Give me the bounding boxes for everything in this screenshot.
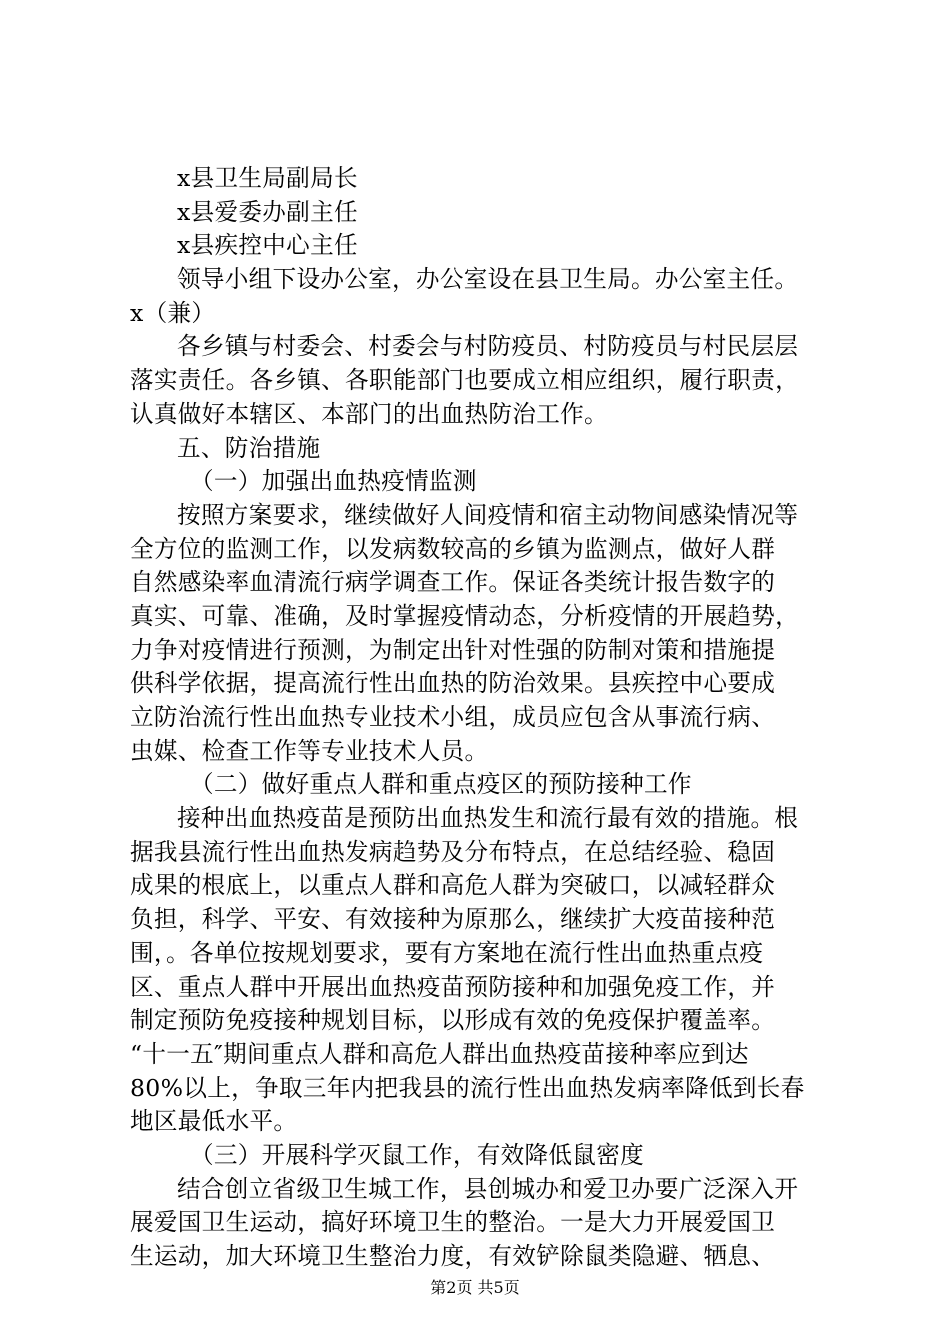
- text-line: 真实、可靠、准确，及时掌握疫情动态，分析疫情的开展趋势，: [130, 601, 800, 630]
- text-line: “十一五″期间重点人群和高危人群出血热疫苗接种率应到达: [130, 1039, 749, 1068]
- text-line: 供科学依据，提高流行性出血热的防治效果。县疾控中心要成: [130, 669, 776, 698]
- document-body: [130, 162, 830, 1274]
- text-line: 区、重点人群中开展出血热疫苗预防接种和加强免疫工作，并: [130, 972, 776, 1001]
- text-line: 各乡镇与村委会、村委会与村防疫员、村防疫员与村民层层: [177, 332, 799, 361]
- subsection-heading: （三）开展科学灭鼠工作，有效降低鼠密度: [190, 1140, 644, 1169]
- text-line: 围，。各单位按规划要求，要有方案地在流行性出血热重点疫: [130, 938, 764, 967]
- text-line: 全方位的监测工作，以发病数较高的乡镇为监测点，做好人群: [130, 534, 776, 563]
- text-line: 虫媒、检查工作等专业技术人员。: [130, 736, 489, 765]
- section-heading: 五、防治措施: [177, 433, 321, 462]
- text-line: 据我县流行性出血热发病趋势及分布特点，在总结经验、稳固: [130, 837, 776, 866]
- text-line: 地区最低水平。: [130, 1107, 298, 1136]
- text-line: 自然感染率血清流行病学调查工作。保证各类统计报告数字的: [130, 568, 776, 597]
- text-line: x县疾控中心主任: [177, 231, 358, 260]
- text-line: 力争对疫情进行预测，为制定出针对性强的防制对策和措施提: [130, 635, 776, 664]
- text-line: 接种出血热疫苗是预防出血热发生和流行最有效的措施。根: [177, 804, 799, 833]
- text-line: 领导小组下设办公室，办公室设在县卫生局。办公室主任。: [177, 265, 799, 294]
- text-line: 负担，科学、平安、有效接种为原那么，继续扩大疫苗接种范: [130, 905, 776, 934]
- text-line: 制定预防免疫接种规划目标，以形成有效的免疫保护覆盖率。: [130, 1006, 776, 1035]
- text-line: 按照方案要求，继续做好人间疫情和宿主动物间感染情况等: [177, 500, 799, 529]
- text-line: 80%以上，争取三年内把我县的流行性出血热发病率降低到长春: [130, 1073, 805, 1102]
- text-line: 结合创立省级卫生城工作，县创城办和爱卫办要广泛深入开: [177, 1174, 799, 1203]
- text-line: x县爱委办副主任: [177, 197, 358, 226]
- subsection-heading: （二）做好重点人群和重点疫区的预防接种工作: [190, 770, 692, 799]
- text-line: 成果的根底上，以重点人群和高危人群为突破口，以减轻群众: [130, 871, 776, 900]
- subsection-heading: （一）加强出血热疫情监测: [190, 467, 477, 496]
- text-line: 认真做好本辖区、本部门的出血热防治工作。: [130, 399, 608, 428]
- text-line: x（兼）: [130, 298, 216, 327]
- text-line: x县卫生局副局长: [177, 164, 358, 192]
- page-footer: 第2页 共5页: [430, 1278, 520, 1297]
- text-line: 展爱国卫生运动，搞好环境卫生的整治。一是大力开展爱国卫: [130, 1208, 776, 1237]
- text-line: 生运动，加大环境卫生整治力度，有效铲除鼠类隐避、牺息、: [130, 1242, 776, 1270]
- text-line: 立防治流行性出血热专业技术小组，成员应包含从事流行病、: [130, 703, 776, 731]
- text-line: 落实责任。各乡镇、各职能部门也要成立相应组织，履行职责，: [130, 366, 800, 395]
